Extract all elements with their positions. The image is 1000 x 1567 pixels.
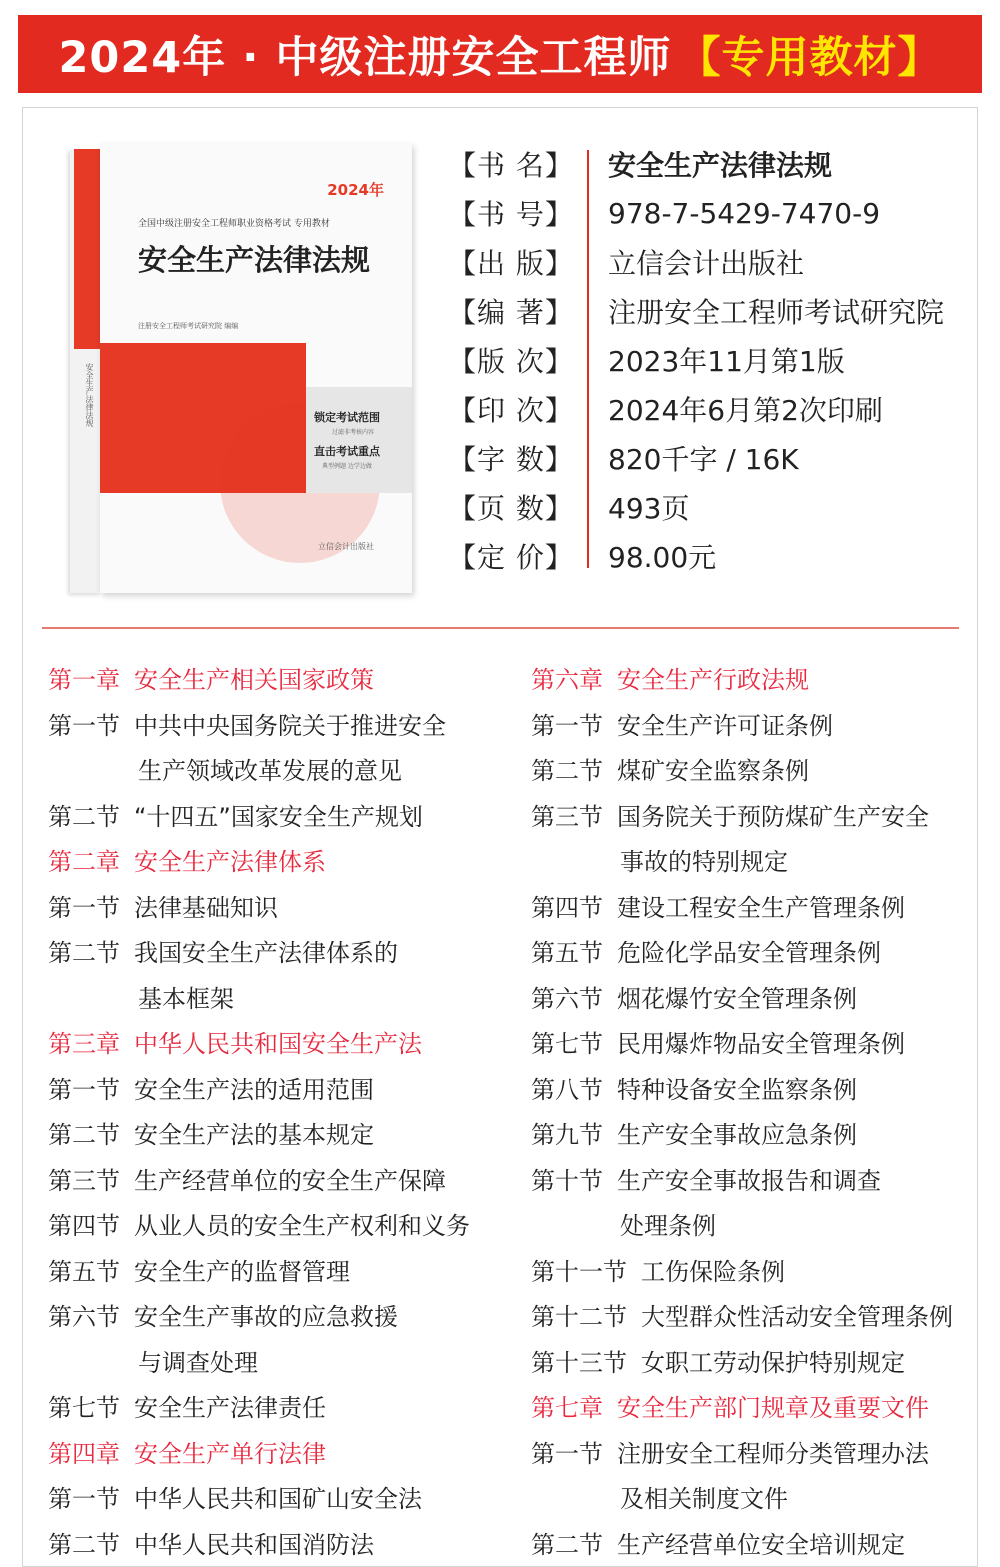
toc-section	[531, 1117, 857, 1153]
toc-number: 第一节	[531, 1440, 603, 1468]
toc-continuation: 处理条例	[620, 1212, 716, 1240]
cover-editor: 注册安全工程师考试研究院 编编	[138, 322, 239, 330]
cover-year: 2024年	[327, 181, 384, 199]
toc-continuation: 基本框架	[138, 985, 234, 1013]
toc-section	[531, 935, 881, 971]
info-value: 注册安全工程师考试研究院	[608, 296, 945, 329]
toc-number: 第四节	[48, 1212, 120, 1240]
toc-number: 第一章	[48, 666, 120, 694]
toc-number: 第二节	[531, 1531, 603, 1559]
toc-title: 危险化学品安全管理条例	[617, 939, 881, 967]
toc-section	[531, 753, 809, 789]
book-front	[100, 143, 412, 593]
toc-title: 安全生产事故的应急救援	[134, 1303, 398, 1331]
toc-number: 第七节	[48, 1394, 120, 1422]
toc-title: “十四五”国家安全生产规划	[134, 803, 423, 831]
toc-section	[48, 935, 398, 971]
info-label: 【版 次】	[448, 345, 574, 378]
book-spine-text: 安全生产法律法规	[85, 363, 94, 427]
toc-number: 第五节	[531, 939, 603, 967]
toc-number: 第十一节	[531, 1258, 627, 1286]
toc-number: 第二章	[48, 848, 120, 876]
toc-title: 女职工劳动保护特别规定	[641, 1349, 905, 1377]
info-value: 820千字 / 16K	[608, 443, 799, 476]
toc-section	[531, 1254, 785, 1290]
book-spine-red-block	[74, 149, 100, 349]
toc-number: 第一节	[48, 894, 120, 922]
toc-number: 第一节	[48, 1076, 120, 1104]
toc-section	[48, 708, 446, 744]
cover-publisher: 立信会计出版社	[318, 542, 374, 551]
toc-title: 工伤保险条例	[641, 1258, 785, 1286]
toc-number: 第二节	[48, 803, 120, 831]
toc-section	[48, 1117, 374, 1153]
cover-grey-line3: 直击考试重点	[314, 445, 380, 458]
toc-number: 第四节	[531, 894, 603, 922]
toc-number: 第一节	[48, 1485, 120, 1513]
toc-title: 生产经营单位的安全生产保障	[134, 1167, 446, 1195]
toc-number: 第八节	[531, 1076, 603, 1104]
toc-title: 安全生产单行法律	[134, 1440, 326, 1468]
toc-number: 第一节	[531, 712, 603, 740]
toc-chapter	[531, 1390, 929, 1426]
toc-number: 第二节	[48, 1121, 120, 1149]
toc-title: 安全生产法律体系	[134, 848, 326, 876]
toc-title: 煤矿安全监察条例	[617, 757, 809, 785]
toc-title: 建设工程安全生产管理条例	[617, 894, 905, 922]
toc-title: 大型群众性活动安全管理条例	[641, 1303, 953, 1331]
section-divider	[42, 627, 959, 629]
toc-section	[48, 1072, 374, 1108]
toc-number: 第三章	[48, 1030, 120, 1058]
info-value: 2023年11月第1版	[608, 345, 845, 378]
toc-number: 第十节	[531, 1167, 603, 1195]
toc-section	[531, 1527, 905, 1563]
toc-section	[531, 1163, 881, 1199]
book-cover-image	[70, 143, 415, 595]
toc-title: 中华人民共和国消防法	[134, 1531, 374, 1559]
info-value: 立信会计出版社	[608, 247, 805, 280]
toc-continuation: 与调查处理	[138, 1349, 258, 1377]
info-label: 【出 版】	[448, 247, 574, 280]
info-row	[448, 536, 988, 576]
toc-number: 第四章	[48, 1440, 120, 1468]
info-label: 【印 次】	[448, 394, 574, 427]
toc-number: 第二节	[531, 757, 603, 785]
toc-section	[48, 890, 278, 926]
toc-title: 注册安全工程师分类管理办法	[617, 1440, 929, 1468]
toc-number: 第七章	[531, 1394, 603, 1422]
toc-title: 安全生产法的适用范围	[134, 1076, 374, 1104]
info-row	[448, 291, 988, 331]
toc-chapter	[48, 844, 326, 880]
toc-section	[48, 1254, 350, 1290]
toc-chapter	[531, 662, 809, 698]
toc-section	[531, 981, 857, 1017]
toc-section	[531, 1072, 857, 1108]
info-label: 【字 数】	[448, 443, 574, 476]
toc-continuation: 事故的特别规定	[620, 848, 788, 876]
toc-title: 国务院关于预防煤矿生产安全	[617, 803, 929, 831]
toc-section	[531, 1299, 953, 1335]
toc-number: 第六节	[531, 985, 603, 1013]
info-label: 【书 名】	[448, 149, 574, 182]
toc-title: 特种设备安全监察条例	[617, 1076, 857, 1104]
banner-highlight: 【专用教材】	[677, 32, 942, 83]
toc-section	[48, 1481, 422, 1517]
cover-subtitle: 全国中级注册安全工程师职业资格考试 专用教材	[138, 219, 330, 229]
info-value: 493页	[608, 492, 690, 525]
toc-number: 第一节	[48, 712, 120, 740]
toc-title: 中共中央国务院关于推进安全	[134, 712, 446, 740]
toc-title: 安全生产行政法规	[617, 666, 809, 694]
toc-title: 中华人民共和国安全生产法	[134, 1030, 422, 1058]
toc-title: 民用爆炸物品安全管理条例	[617, 1030, 905, 1058]
toc-section	[531, 1345, 905, 1381]
toc-number: 第五节	[48, 1258, 120, 1286]
cover-grey-line1: 锁定考试范围	[314, 411, 380, 424]
toc-number: 第三节	[48, 1167, 120, 1195]
toc-title: 安全生产法律责任	[134, 1394, 326, 1422]
info-value: 安全生产法律法规	[608, 149, 833, 182]
toc-number: 第十二节	[531, 1303, 627, 1331]
toc-number: 第九节	[531, 1121, 603, 1149]
info-row	[448, 193, 988, 233]
toc-title: 安全生产相关国家政策	[134, 666, 374, 694]
toc-number: 第三节	[531, 803, 603, 831]
toc-title: 生产经营单位安全培训规定	[617, 1531, 905, 1559]
cover-grey-line2: 过滤非考核内容	[332, 429, 375, 436]
info-row	[448, 438, 988, 478]
toc-section	[48, 1208, 470, 1244]
toc-title: 安全生产的监督管理	[134, 1258, 350, 1286]
toc-continuation: 生产领域改革发展的意见	[138, 757, 402, 785]
toc-number: 第六章	[531, 666, 603, 694]
toc-section	[48, 1527, 374, 1563]
info-row	[448, 487, 988, 527]
info-row	[448, 389, 988, 429]
toc-continuation: 及相关制度文件	[620, 1485, 788, 1513]
toc-number: 第二节	[48, 1531, 120, 1559]
info-row	[448, 144, 988, 184]
toc-number: 第七节	[531, 1030, 603, 1058]
cover-grey-line4: 典型例题 边学边做	[322, 463, 372, 470]
cover-grey-block	[306, 387, 412, 493]
toc-chapter	[48, 1026, 422, 1062]
toc-section	[48, 799, 423, 835]
toc-section	[531, 1436, 929, 1472]
toc-section	[48, 1163, 446, 1199]
info-value: 978-7-5429-7470-9	[608, 196, 881, 230]
toc-number: 第六节	[48, 1303, 120, 1331]
toc-title: 我国安全生产法律体系的	[134, 939, 398, 967]
toc-title: 安全生产部门规章及重要文件	[617, 1394, 929, 1422]
toc-section	[48, 1390, 326, 1426]
info-value: 2024年6月第2次印刷	[608, 394, 883, 427]
info-row	[448, 242, 988, 282]
info-label: 【定 价】	[448, 541, 574, 574]
toc-title: 从业人员的安全生产权利和义务	[134, 1212, 470, 1240]
info-value: 98.00元	[608, 541, 717, 574]
toc-section	[531, 708, 833, 744]
toc-number: 第二节	[48, 939, 120, 967]
toc-chapter	[48, 662, 374, 698]
toc-section	[531, 1026, 905, 1062]
cover-title: 安全生产法律法规	[138, 243, 371, 277]
toc-section	[48, 1299, 398, 1335]
toc-chapter	[48, 1436, 326, 1472]
toc-title: 生产安全事故报告和调查	[617, 1167, 881, 1195]
toc-title: 法律基础知识	[134, 894, 278, 922]
info-label: 【书 号】	[448, 198, 574, 231]
info-label: 【页 数】	[448, 492, 574, 525]
toc-title: 生产安全事故应急条例	[617, 1121, 857, 1149]
toc-title: 安全生产法的基本规定	[134, 1121, 374, 1149]
toc-title: 安全生产许可证条例	[617, 712, 833, 740]
toc-title: 中华人民共和国矿山安全法	[134, 1485, 422, 1513]
toc-section	[531, 799, 929, 835]
banner-title: 2024年 · 中级注册安全工程师	[58, 32, 672, 83]
toc-section	[531, 890, 905, 926]
info-row	[448, 340, 988, 380]
toc-title: 烟花爆竹安全管理条例	[617, 985, 857, 1013]
info-label: 【编 著】	[448, 296, 574, 329]
toc-number: 第十三节	[531, 1349, 627, 1377]
title-banner	[18, 15, 982, 93]
